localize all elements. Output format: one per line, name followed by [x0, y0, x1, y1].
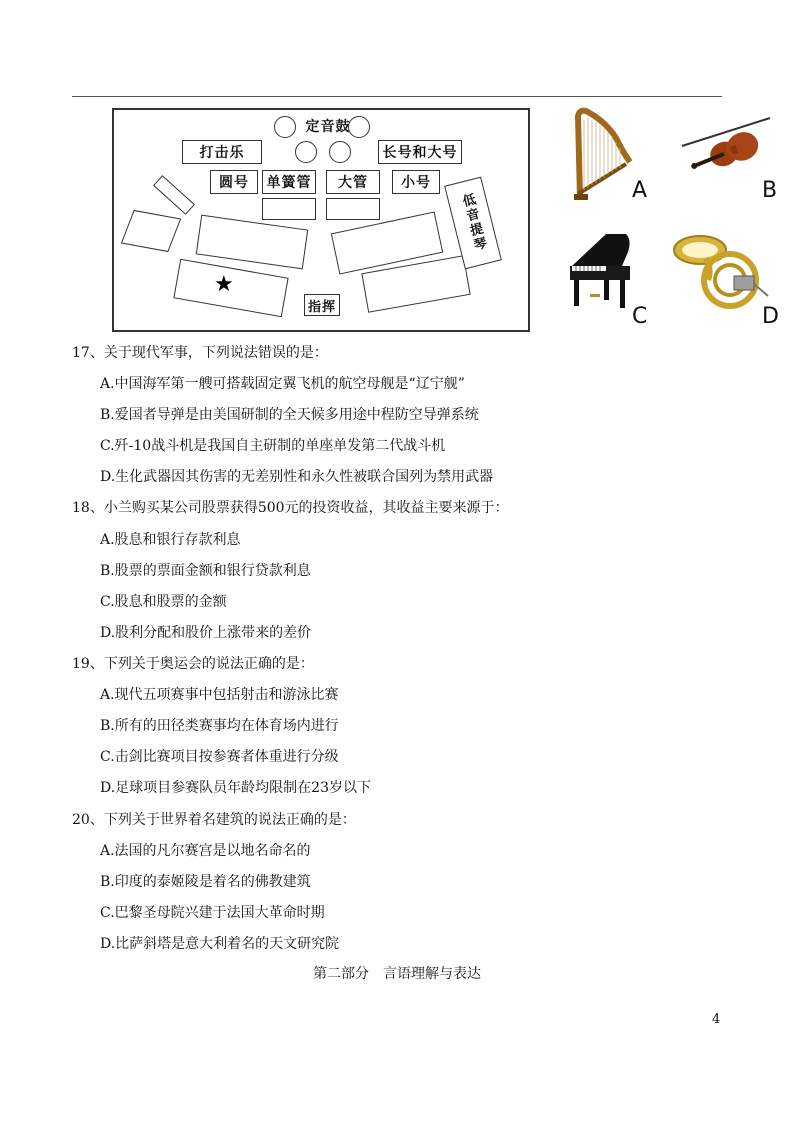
question-19-option-b: B.所有的田径类赛事均在体育场内进行	[100, 718, 339, 734]
instrument-label-a: A	[632, 178, 648, 203]
instrument-label-b: B	[762, 178, 778, 203]
clarinet-box: 单簧管	[262, 170, 316, 194]
double-bass-box: 低音提琴	[444, 177, 502, 270]
question-17-option-d: D.生化武器因其伤害的无差别性和永久性被联合国列为禁用武器	[100, 469, 494, 485]
timpani-label: 定音鼓	[298, 113, 358, 139]
star-marker: ★	[214, 272, 234, 297]
empty-seat-left	[262, 198, 316, 220]
question-18-option-a: A.股息和银行存款利息	[100, 532, 241, 548]
instrument-label-d: D	[762, 304, 779, 329]
horn-box: 圆号	[210, 170, 258, 194]
question-18-option-d: D.股利分配和股价上涨带来的差价	[100, 625, 312, 641]
header-rule	[72, 96, 722, 97]
trumpet-box: 小号	[392, 170, 440, 194]
bassoon-box: 大管	[326, 170, 380, 194]
timpani-drum-right	[348, 116, 370, 138]
question-18-option-b: B.股票的票面金额和银行贷款利息	[100, 563, 311, 579]
question-17-option-b: B.爱国者导弹是由美国研制的全天候多用途中程防空导弹系统	[100, 407, 479, 423]
question-20-option-c: C.巴黎圣母院兴建于法国大革命时期	[100, 905, 325, 921]
question-19-option-a: A.现代五项赛事中包括射击和游泳比赛	[100, 687, 339, 703]
question-20-option-d: D.比萨斜塔是意大利着名的天文研究院	[100, 936, 340, 952]
empty-seat-right	[326, 198, 380, 220]
question-19-stem: 19、下列关于奥运会的说法正确的是：	[72, 656, 314, 672]
timpani-drum-mid-left	[295, 141, 317, 163]
question-20-option-b: B.印度的泰姬陵是着名的佛教建筑	[100, 874, 311, 890]
timpani-drum-mid-right	[329, 141, 351, 163]
question-17-option-c: C.歼-10战斗机是我国自主研制的单座单发第二代战斗机	[100, 438, 446, 454]
french-horn-icon	[670, 228, 774, 320]
question-18-option-c: C.股息和股票的金额	[100, 594, 227, 610]
question-17-option-a: A.中国海军第一艘可搭载固定翼飞机的航空母舰是“辽宁舰”	[100, 376, 465, 392]
page-number: 4	[712, 1012, 721, 1027]
piano-icon	[566, 232, 636, 314]
violin-icon	[678, 112, 774, 174]
question-20-option-a: A.法国的凡尔赛宫是以地名命名的	[100, 843, 311, 859]
section-title: 第二部分 言语理解与表达	[313, 966, 481, 982]
question-19-option-c: C.击剑比赛项目按参赛者体重进行分级	[100, 749, 339, 765]
question-18-stem: 18、小兰购买某公司股票获得500元的投资收益，其收益主要来源于：	[72, 500, 509, 516]
harp-icon	[566, 106, 636, 202]
trombone-tuba-box: 长号和大号	[378, 140, 462, 164]
timpani-drum-left	[274, 116, 296, 138]
violin-section-upper-left	[196, 215, 309, 270]
small-slanted-box	[153, 175, 195, 215]
conductor-box: 指挥	[304, 294, 340, 316]
percussion-box: 打击乐	[182, 140, 262, 164]
left-trapezoid-section	[121, 210, 181, 252]
orchestra-seating-diagram	[112, 108, 530, 332]
instrument-label-c: C	[632, 304, 648, 329]
question-17-stem: 17、关于现代军事，下列说法错误的是：	[72, 345, 328, 361]
question-20-stem: 20、下列关于世界着名建筑的说法正确的是：	[72, 812, 356, 828]
question-19-option-d: D.足球项目参赛队员年龄均限制在23岁以下	[100, 780, 371, 796]
